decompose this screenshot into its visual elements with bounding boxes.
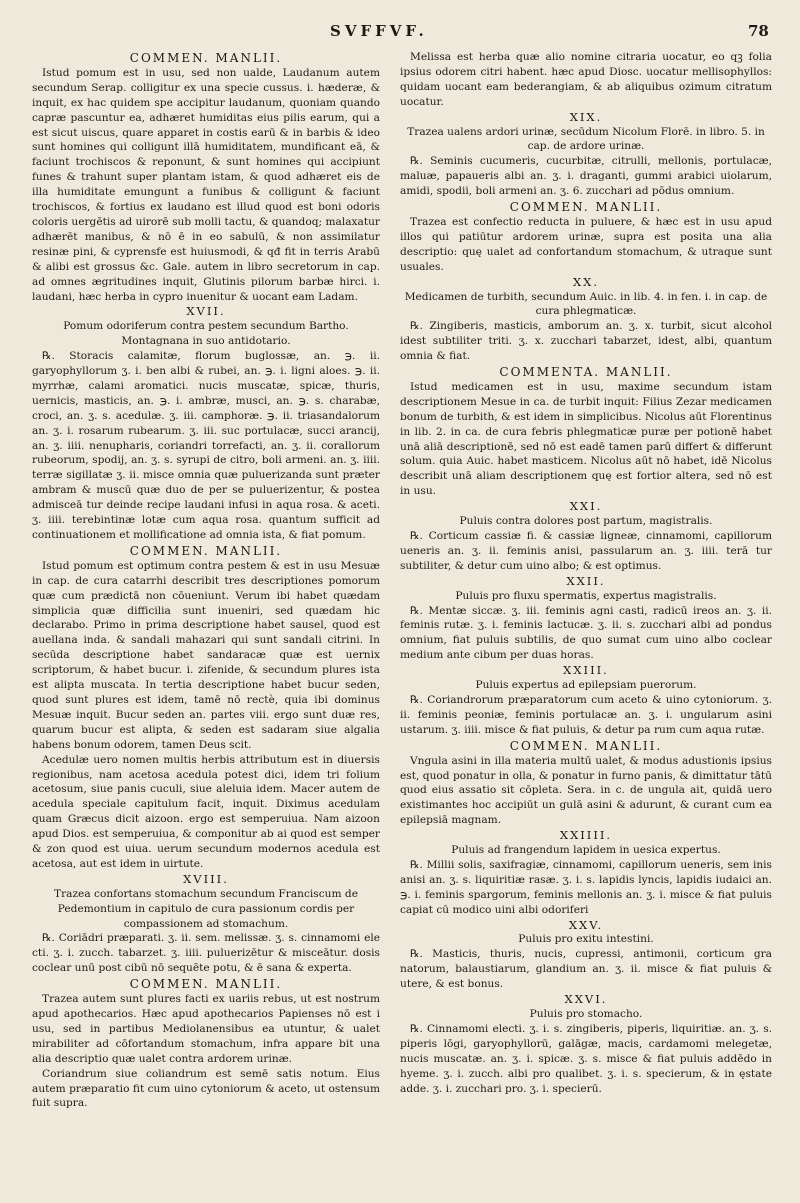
body-paragraph: ℞. Coriandrorum præparatorum cum aceto & uino cytoniorum. ʒ. ii. feminis peoniæ, feminis portulacæ an. ʒ. i. ungularum asini ustarum. ʒ. iiii. misce & fiat puluis, & detur pa rum cum aqua rutæ. bbox=[400, 693, 772, 736]
recipe-title: Puluis ad frangendum lapidem in uesica expertus. bbox=[451, 844, 721, 857]
recipe-title: Puluis pro fluxu spermatis, expertus magistralis. bbox=[455, 589, 717, 602]
body-paragraph: ℞. Millii solis, saxifragiæ, cinnamomi, capillorum ueneris, sem inis anisi an. ʒ. s. liquiritiæ rasæ. ʒ. i. s. lapidis lyncis, lapidis iudaici an. ℈. i. feminis spargorum, feminis mellonis an. ʒ. i. misce & fiat puluis capiat cū modico uini albi odoriferi bbox=[400, 858, 772, 916]
body-paragraph: Melissa est herba quæ alio nomine citraria uocatur, eo qꝫ folia ipsius odorem citri habent. hæc apud Diosc. uocatur mellisophyllos: quidam uocant eam bederangiam, & ab aliquibus ozimum citratum uocatur. bbox=[400, 51, 772, 108]
recipe-title: Trazea ualens ardori urinæ, secūdum Nicolum Florē. in libro. 5. in cap. de ardore urinæ. bbox=[407, 125, 765, 153]
body-paragraph: ℞. Storacis calamitæ, florum buglossæ, an. ℈. ii. garyophyllorum ʒ. i. ben albi & rubei, an. ℈. i. ligni aloes. ℈. ii. myrrhæ, calami aromatici. nucis muscatæ, spicæ, thuris, uernicis, masticis, an. ℈. i. ambræ, musci, an. ℈. s. charabæ, croci, an. ʒ. s. acedulæ. ʒ. iii. camphoræ. ℈. ii. triasandalorum an. ʒ. i. rosarum rubearum. ʒ. iii. suc portulacæ, succi arancij, an. ʒ. iiii. nenupharis, coriandri torrefacti, an. ʒ. ii. corallorum rubeorum, spodij, an. ʒ. s. syrupi de citro, boli armeni. an. ʒ. iiii. terræ sigillatæ ʒ. ii. misce omnia quæ puluerizanda sunt præter ambram & muscū quæ duo de per se puluerizentur, & postea admisceā tur deinde recipe laudani infusi in aqua rosa. & aceti. ʒ. iiii. terebintinæ lotæ cum aqua rosa. quantum sufficit ad continuationem et mollificatione ad omnia ista, & fiat pomum. bbox=[32, 350, 380, 541]
recipe-title: Puluis expertus ad epilepsiam puerorum. bbox=[475, 679, 697, 692]
left-column bbox=[32, 50, 380, 1111]
section-heading: COMMENTA. MANLII. bbox=[499, 365, 673, 380]
recipe-title: Puluis pro exitu intestini. bbox=[518, 933, 654, 946]
recipe-number: XXVI. bbox=[564, 992, 608, 1007]
body-paragraph: Trazea est confectio reducta in puluere, & hæc est in usu apud illos qui patiūtur ardorem urinæ, supra est posita una alia descriptio: quę ualet ad confortandum stomachum, & utraque sunt usuales. bbox=[400, 215, 772, 273]
body-paragraph: Acedulæ uero nomen multis herbis attributum est in diuersis regionibus, nam acetosa acedula potest dici, idem tri folium acetosum, siue panis cuculi, siue aleluia idem. Macer autem de acedula speciale capitulum facit, inquit. Diximus acedulam quam Græcus dicit aizoon. ergo est semperuiua. Nam aizoon apud Dios. est semperuiua, & componitur ab ai quod est semper & zon quod est uiua. uerum secundum modernos acedula est acetosa, aut est idem in uirtute. bbox=[32, 753, 380, 870]
recipe-number: XX. bbox=[572, 274, 600, 289]
recipe-title: Trazea confortans stomachum secundum Franciscum de Pedemontium in capitulo de cura passionum cordis per compassionem ad stomachum. bbox=[54, 887, 358, 930]
body-paragraph: Istud pomum est optimum contra pestem & est in usu Mesuæ in cap. de cura catarrhi describit tres descriptiones pomorum quæ cum prædictā non cōueniunt. Verum ibi habet quædam simplicia quæ difficilia sunt inueniri, sed quædam hic declarabo. Primo in prima descriptione habet sausel, quod est auellana inda. & sandali mahazari qui sunt sandali citrini. In secūda descriptione habet sandaracæ quæ est uernix scriptorum, & habet bucur. i. zifenide, & secundum plures ista est alipta muscata. In tertia descriptione habet bucur seden, quod sunt plures est idem, tamē nō rectè, quia ibi dominus Mesuæ inquit. Bucur seden an. partes viii. ergo sunt duæ res, quarum bucur est alipta, & seden est sadaram siue algalia habens bonum odorem, tamen Deus scit. bbox=[32, 559, 380, 751]
recipe-number: XXIIII. bbox=[559, 828, 613, 843]
recipe-title: Puluis contra dolores post partum, magistralis. bbox=[459, 515, 713, 528]
body-paragraph: ℞. Cinnamomi electi. ʒ. i. s. zingiberis, piperis, liquiritiæ. an. ʒ. s. piperis lōgi, garyophyllorū, galāgæ, macis, cardamomi melegetæ, nucis muscatæ. an. ʒ. i. spicæ. ʒ. s. misce & fiat puluis addēdo in hyeme. ʒ. i. zucch. albi pro qualibet. ʒ. i. s. specierum, & in ęstate adde. ʒ. i. zucchari pro. ʒ. i. specierū. bbox=[400, 1022, 772, 1095]
section-heading: COMMEN. MANLII. bbox=[509, 200, 663, 215]
recipe-title: Pomum odoriferum contra pestem secundum Bartho. Montagnana in suo antidotario. bbox=[63, 320, 349, 348]
running-head: SVFFVF. bbox=[330, 22, 428, 40]
section-heading: COMMEN. MANLII. bbox=[509, 738, 663, 753]
recipe-number: XVII. bbox=[186, 304, 226, 319]
recipe-number: XXIII. bbox=[563, 663, 609, 678]
body-paragraph: Istud medicamen est in usu, maxime secundum istam descriptionem Mesue in ca. de turbit inquit: Filius Zezar medicamen bonum de turbith, & est idem in simplicibus. Nicolus aūt Florentinus in lib. 2. in ca. de cura febris phlegmaticæ puræ per potionē habet unā aliā descriptionē, sed nō est eadē tamen parū differt & differunt solum. quia Auic. habet masticem. Nicolus aūt nō habet, idē Nicolus describit unā aliam descriptionem quę est fortior altera, sed nō est in usu. bbox=[400, 380, 772, 498]
recipe-number: XXII. bbox=[566, 573, 606, 588]
recipe-number: XXI. bbox=[569, 499, 603, 514]
right-column bbox=[400, 50, 772, 1096]
body-paragraph: ℞. Corticum cassiæ fi. & cassiæ ligneæ, cinnamomi, capillorum ueneris an. ʒ. ii. feminis anisi, passularum an. ʒ. iiii. terā tur subtiliter, & detur cum uino albo; & est optimus. bbox=[400, 530, 772, 572]
body-paragraph: Trazea autem sunt plures facti ex uariis rebus, ut est nostrum apud apothecarios. Hæc apud apothecarios Papienses nō est i usu, sed in partibus Mediolanensibus ea utuntur, & ualet mirabiliter ad cōfortandum stomachum, infra appare bit una alia descriptio quæ ualet contra ardorem urinæ. bbox=[32, 993, 380, 1065]
recipe-number: XIX. bbox=[569, 109, 603, 124]
body-paragraph: ℞. Coriādri præparati. ʒ. ii. sem. melissæ. ʒ. s. cinnamomi ele cti. ʒ. i. zucch. tabarzet. ʒ. iiii. puluerizētur & misceātur. dosis coclear unū post cibū nō sequēte potu, & ē sana & experta. bbox=[32, 932, 380, 975]
body-paragraph: ℞. Mentæ siccæ. ʒ. iii. feminis agni casti, radicū ireos an. ʒ. ii. feminis rutæ. ʒ. i. feminis lactucæ. ʒ. ii. s. zucchari albi ad pondus omnium, fiat puluis subtilis, de quo sumat cum uino albo coclear medium ante cibum per duas horas. bbox=[400, 604, 772, 662]
recipe-title: Puluis pro stomacho. bbox=[529, 1008, 643, 1020]
section-heading: COMMEN. MANLII. bbox=[129, 543, 283, 558]
body-paragraph: ℞. Masticis, thuris, nucis, cupressi, antimonii, corticum gra natorum, balaustiarum, glandium an. ʒ. ii. misce & fiat puluis & utere, & est bonus. bbox=[400, 948, 772, 991]
body-paragraph: Vngula asini in illa materia multū ualet, & modus adustionis ipsius est, quod ponatur in olla, & ponatur in furno panis, & dimittatur tātū quod eius assatio sit cōpleta. Sera. in c. de ungula ait, quidā uero existimantes hoc accipiūt un gulā asini & adurunt, & curant cum ea epilepsiā magnam. bbox=[400, 754, 772, 827]
body-paragraph: ℞. Seminis cucumeris, cucurbitæ, citrulli, mellonis, portulacæ, maluæ, papaueris albi an. ʒ. i. draganti, gummi arabici uiolarum, amidi, spodii, boli armeni an. ʒ. 6. zucchari ad pōdus omnium. bbox=[400, 155, 772, 198]
body-paragraph: Coriandrum siue coliandrum est semē satis notum. Eius autem præparatio fit cum uino cytoniorum & aceto, ut ostensum fuit supra. bbox=[32, 1067, 380, 1110]
recipe-title: Medicamen de turbith, secundum Auic. in lib. 4. in fen. i. in cap. de cura phlegmaticæ. bbox=[404, 290, 768, 318]
recipe-number: XVIII. bbox=[183, 871, 229, 886]
page-number: 78 bbox=[748, 22, 769, 40]
body-paragraph: Istud pomum est in usu, sed non ualde, Laudanum autem secundum Serap. colligitur ex una specie cussus. i. hæderæ, & inquit, ex hac quidem spe accipitur laudanum, quoniam quando capræ pascuntur ea, adhæret humiditas eius pilis earum, qui a est sicut uiscus, quare apparet in costis earū & in barbis & ideo sunt homines qui colligunt illā humiditatem, mundificant eā, & faciunt trochiscos & reponunt, & sunt homines qui accipiunt funes & trahunt super plantam istam, & quod adhæret eis de illa humiditate emungunt a funibus & colligunt & faciunt trochiscos, & fortius ex laudano est illud quod est boni odoris coloris uergētis ad uirorē sub molli tactu, & quandoq; malaxatur adhærēt manibus, & nō ē in eo sabulū, & non assimilatur resinæ pini, & cyprensfe est huiusmodi, & qđ fit in terris Arabū & alibi est grossus &c. Gale. autem in libro secretorum in cap. ad omnes ægritudines inquit, Glutinis pilorum barbæ hirci. i. laudani, hæc herba in cypro inuenitur & uocant eam Ladam. bbox=[32, 66, 380, 303]
body-paragraph: ℞. Zingiberis, masticis, amborum an. ʒ. x. turbit, sicut alcohol idest subtiliter triti. ʒ. x. zucchari tabarzet, idest, albi, quantum omnia & fiat. bbox=[400, 320, 772, 363]
section-heading: COMMEN. MANLII. bbox=[129, 51, 283, 65]
recipe-number: XXV. bbox=[568, 917, 604, 932]
section-heading: COMMEN. MANLII. bbox=[129, 977, 283, 992]
